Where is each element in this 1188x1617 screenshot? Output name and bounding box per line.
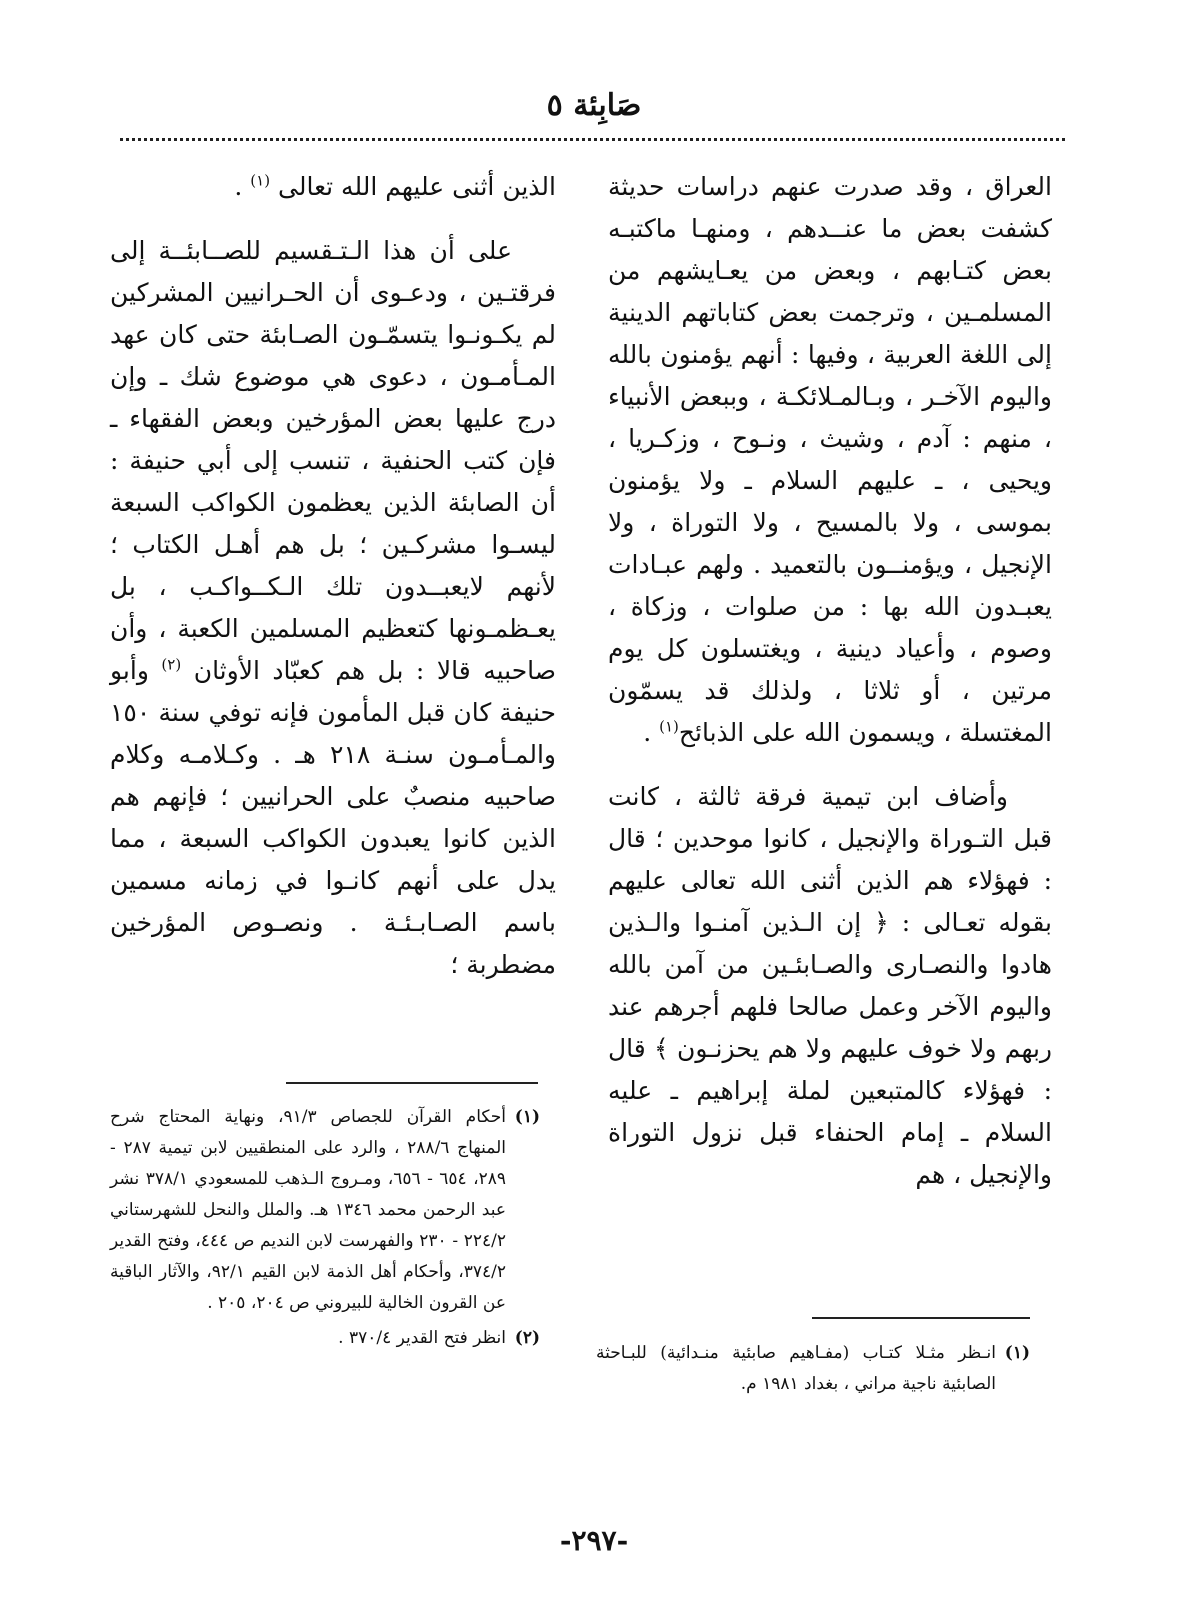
left-footnote-1-text: أحكام القرآن للجصاص ٩١/٣، ونهاية المحتاج شرح المنهاج ٢٨٨/٦ ، والرد على المنطقيين لابن تيمية ٢٨٧ - ٢٨٩، ٦٥٤ - ٦٥٦، ومـروج الـذهب للمسعودي ٣٧٨/١ نشر عبد الرحمن محمد ١٣٤٦ هـ. والملل والنحل للشهرستاني ٢٢٤/٢ - ٢٣٠ والفهرست لابن النديم ص ٤٤٤، وفتح القدير ٣٧٤/٢، وأحكام أهل الذمة لابن القيم ٩٢/١، والآثار الباقية عن القرون الخالية للبيروني ص ٢٠٤، ٢٠٥ . [110,1107,506,1313]
right-footnote-1-text: انـظر مثـلا كتـاب (مفـاهيم صابئية منـدائية) للبـاحثة الصابئية ناجية مراني ، بغداد ١٩٨١ م. [596,1343,996,1394]
left-footnote-rule [286,1082,538,1084]
footnote-ref-2: (٢) [161,655,182,674]
left-footnote-1-number: (١) [514,1107,540,1127]
left-footnote-2 [110,1323,540,1354]
left-paragraph-2 [110,230,556,986]
right-footnote-1-number: (١) [1004,1343,1030,1363]
left-footnote-2-number: (٢) [514,1328,540,1348]
left-footnote-1 [110,1102,540,1319]
right-footnotes [596,1338,1030,1404]
left-paragraph-1-text: الذين أثنى عليهم الله تعالى [278,172,556,201]
left-footnotes [110,1102,540,1358]
right-column [608,166,1052,1212]
left-footnote-2-text: انظر فتح القدير ٣٧٠/٤ . [338,1328,506,1348]
left-paragraph-2-part1: على أن هذا الـتـقسيم للصــابئــة إلى فرقتـين ، ودعـوى أن الحـرانيين المشركين لم يكـونـوا يتسمّـون الصـابئة حتى كان عهد المـأمـون ، دعوى هي موضوع شك ـ وإن درج عليها بعض المؤرخين وبعض الفقهاء ـ فإن كتب الحنفية ، تنسب إلى أبي حنيفة : أن الصابئة الذين يعظمون الكواكب السبعة ليسـوا مشركـين ؛ بل هم أهـل الكتاب ؛ لأنهم لايعبــدون تلك الـكــواكـب ، بل يعـظمـونها كتعظيم المسلمين الكعبة ، وأن صاحبيه قالا : بل هم كعبّاد الأوثان [110,236,556,685]
right-paragraph-2: وأضاف ابن تيمية فرقة ثالثة ، كانت قبل التـوراة والإنجيل ، كانوا موحدين ؛ قال : فهؤلاء هم الذين أثنى الله تعالى عليهم بقوله تعـالى : ﴿ إن الـذين آمنـوا والـذين هادوا والنصـارى والصـابئـين من آمن بالله واليوم الآخر وعمل صالحا فلهم أجرهم عند ربهم ولا خوف عليهم ولا هم يحزنـون ﴾ قال : فهؤلاء كالمتبعين لملة إبراهيم ـ عليه السلام ـ إمام الحنفاء قبل نزول التوراة والإنجيل ، هم [608,782,1052,1189]
running-header: صَابِئة ٥ [546,88,642,123]
page-number: -٢٩٧- [559,1524,629,1557]
right-paragraph-1 [608,166,1052,754]
left-paragraph-1-end: . [234,172,251,201]
footnote-ref-1: (١) [659,717,679,736]
right-footnote-1 [596,1338,1030,1400]
right-footnote-rule [812,1317,1030,1319]
left-column [110,166,556,1002]
left-paragraph-2-part2: وأبو حنيفة كان قبل المأمون فإنه توفي سنة ١٥٠ والمـأمـون سنـة ٢١٨ هـ . وكـلامـه وكلام صاحبيه منصبٌ على الحرانيين ؛ فإنهم هم الذين كانوا يعبدون الكواكب السبعة ، مما يدل على أنهم كانـوا في زمانه مسمين باسم الصـابـئـة . ونصـوص المؤرخين مضطربة ؛ [110,656,556,979]
right-paragraph-1-end: . [643,718,660,747]
left-paragraph-1 [110,166,556,208]
right-paragraph-1-text: العراق ، وقد صدرت عنهم دراسات حديثة كشفت بعض ما عنــدهم ، ومنهـا ماكتبـه بعض كتـابهم ، وبعض من يعـايشهم من المسلمـين ، وترجمت بعض كتاباتهم الدينية إلى اللغة العربية ، وفيها : أنهم يؤمنون بالله واليوم الآخـر ، وبـالمـلائكـة ، وببعض الأنبياء ، منهم : آدم ، وشيث ، ونـوح ، وزكـريا ، ويحيى ، ـ عليهم السلام ـ ولا يؤمنون بموسى ، ولا بالمسيح ، ولا التوراة ، ولا الإنجيل ، ويؤمنــون بالتعميد . ولهم عبـادات يعبـدون الله بها : من صلوات ، وزكاة ، وصوم ، وأعياد دينية ، ويغتسلون كل يوم مرتين ، أو ثلاثا ، ولذلك قد يسمّون المغتسلة ، ويسمون الله على الذبائح [608,172,1052,747]
header-dotted-rule [120,138,1065,141]
footnote-ref-1-left: (١) [250,171,271,190]
